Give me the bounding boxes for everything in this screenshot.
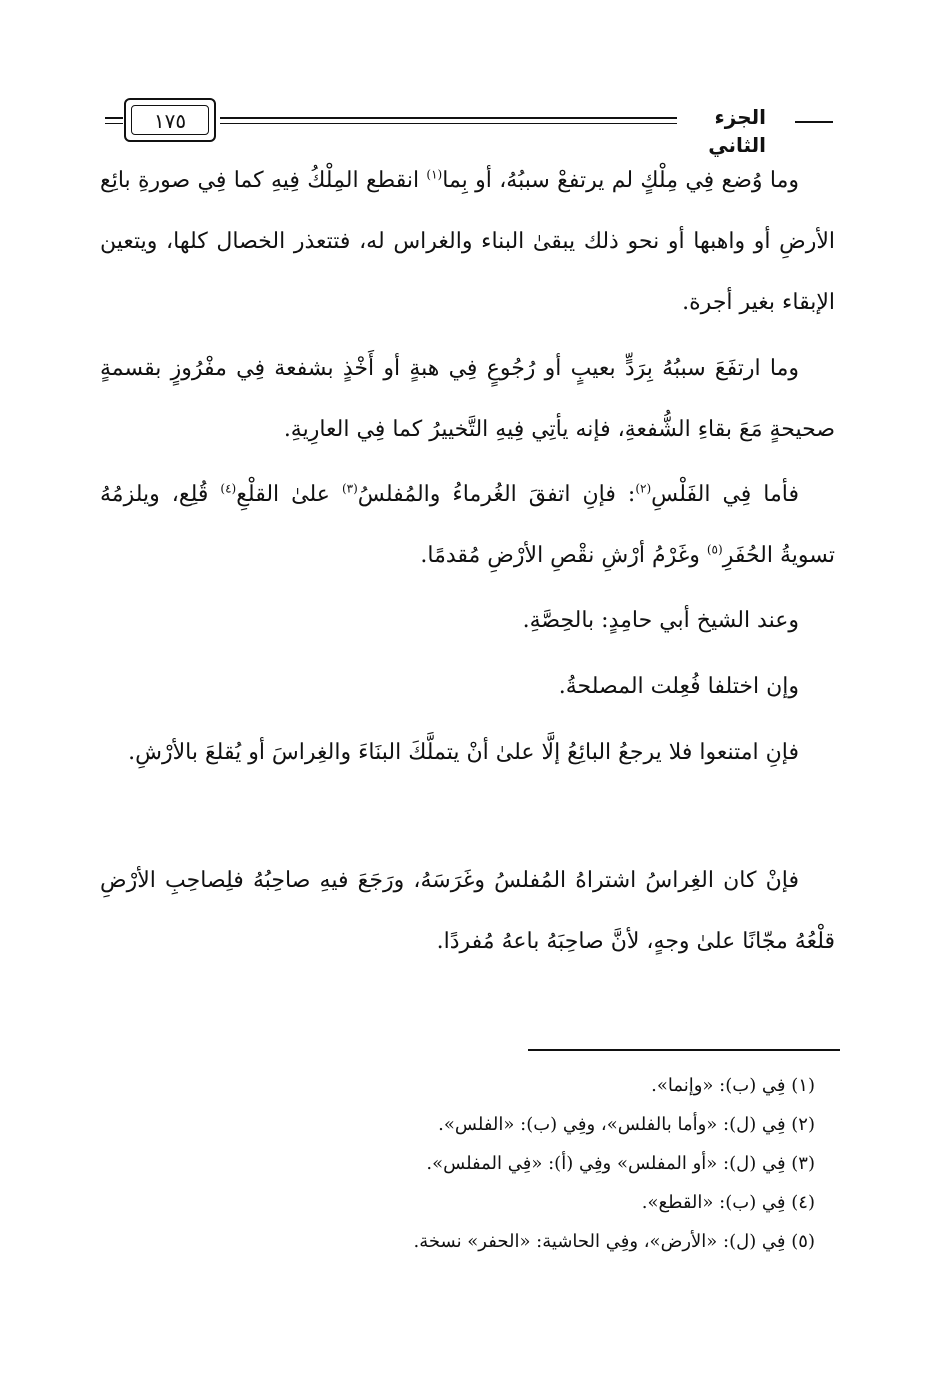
header-rule-left-bottom <box>105 123 123 124</box>
footnote-ref-2: (٢) <box>635 481 652 496</box>
paragraph-1-text: وما وُضع فِي مِلْكٍ لم يرتفعْ سببُهُ، أو بِما <box>442 168 799 193</box>
page-number-frame <box>124 98 216 142</box>
footnote-ref-4: (٤) <box>220 481 237 496</box>
footnote-4: (٤) فِي (ب): «القطع». <box>641 1192 815 1213</box>
paragraph-1 <box>100 150 835 333</box>
running-title: الجزء الثاني <box>708 105 766 157</box>
footnote-1: (١) فِي (ب): «وإنما». <box>651 1075 815 1096</box>
header-rule-left-top <box>105 117 123 119</box>
paragraph-4: وعند الشيخ أبي حامِدٍ: بالحِصَّةِ. <box>522 608 799 633</box>
footnote-5: (٥) فِي (ل): «الأرض»، وفِي الحاشية: «الحفر» نسخة. <box>413 1231 815 1252</box>
paragraph-6: فإنِ امتنعوا فلا يرجعُ البائِعُ إلَّا علىٰ أنْ يتملَّكَ البنَاءَ والغِراسَ أو يُقلعَ بالأرْشِ. <box>128 740 799 765</box>
paragraph-3-part-c: علىٰ القلْعِ <box>236 482 342 507</box>
page-number: ١٧٥ <box>131 105 209 135</box>
paragraph-3-part-a: فأما فِي الفَلْسِ <box>651 482 800 507</box>
paragraph-3-part-b: : فإنِ اتفقَ الغُرماءُ والمُفلسُ <box>357 482 636 507</box>
paragraph-3 <box>100 464 835 586</box>
header-rule-right <box>795 121 833 123</box>
footnote-ref-5: (٥) <box>706 542 723 557</box>
footnote-ref-3: (٣) <box>341 481 358 496</box>
footnote-2: (٢) فِي (ل): «وأما بالفلس»، وفِي (ب): «الفلس». <box>438 1114 815 1135</box>
footnote-3: (٣) فِي (ل): «أو المفلس» وفِي (أ): «فِي المفلس». <box>426 1153 815 1174</box>
paragraph-2: وما ارتفَعَ سببُهُ بِرَدٍّ بعيبٍ أو رُجُوعٍ فِي هبةٍ أو أَخْذٍ بشفعة فِي مفْرُوزٍ بقسمةٍ صحيحةٍ مَعَ بقاءِ الشُّفعةِ، فإنه يأتِي فِيهِ التَّخييرُ كما فِي العارِيةِ. <box>100 356 835 442</box>
footnotes-list <box>100 1066 815 1261</box>
paragraph-7: فإنْ كان الغِراسُ اشتراهُ المُفلسُ وغَرَسَهُ، ورَجَعَ فيهِ صاحِبُهُ فلِصاحِبِ الأرْضِ قلْعُهُ مجّانًا علىٰ وجهٍ، لأنَّ صاحِبَهُ باعهُ مُفردًا. <box>100 868 835 954</box>
paragraph-1-tail: انقطع المِلْكُ فِيهِ كما فِي صورةِ بائِع الأرضِ أو واهبها أو نحو ذلك يبقىٰ البناء والغراس له، فتتعذر الخصال كلها، ويتعين الإبقاء بغير أجرة. <box>100 168 835 315</box>
paragraph-5: وإن اختلفا فُعِلت المصلحةُ. <box>558 674 799 699</box>
header-rule-center-top <box>220 117 677 119</box>
footnote-ref-1: (١) <box>426 167 443 182</box>
paragraph-3-part-d: قُلِع، ويلزمُهُ تسويةُ الحُفَرِ <box>100 482 835 568</box>
header-rule-center-bottom <box>220 123 677 124</box>
paragraph-3-part-e: وغَرْمُ أرْشِ نقْصِ الأرْضِ مُقدمًا. <box>420 543 707 568</box>
footnote-separator <box>528 1049 840 1051</box>
